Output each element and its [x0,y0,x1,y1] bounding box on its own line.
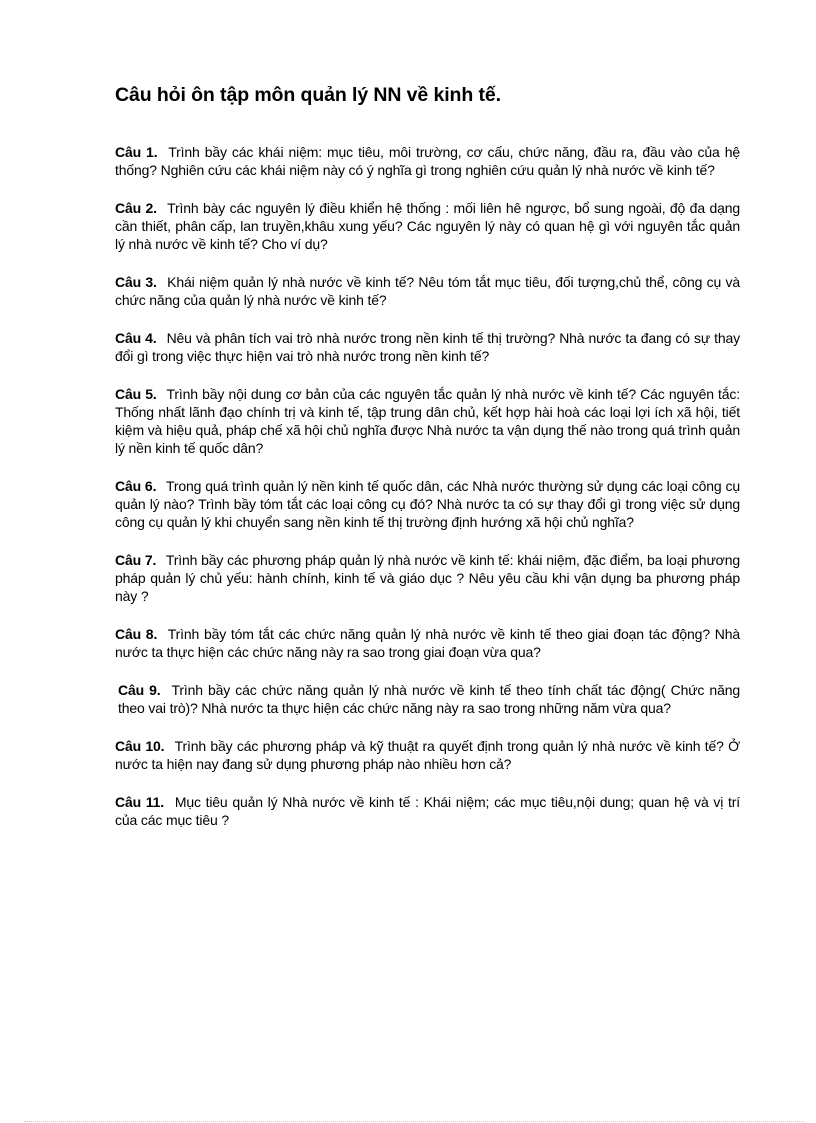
question-item [115,329,740,365]
question-item [115,681,740,717]
question-label: Câu 11. [115,794,165,810]
question-text: Trình bầy các chức năng quản lý nhà nước về kinh tế theo tính chất tác động( Chức năng theo vai trò)? Nhà nước ta thực hiện các chức năng này ra sao trong những năm vừa qua? [118,682,740,716]
page-title: Câu hỏi ôn tập môn quản lý NN về kinh tế. [115,84,501,106]
question-label: Câu 3. [115,274,157,290]
question-label: Câu 5. [115,386,157,402]
question-item [115,793,740,829]
question-label: Câu 8. [115,626,158,642]
question-list [115,143,740,849]
question-label: Câu 9. [118,682,161,698]
question-text: Mục tiêu quản lý Nhà nước về kinh tế : Khái niệm; các mục tiêu,nội dung; quan hệ và vị trí của các mục tiêu ? [115,794,740,828]
question-item [115,625,740,661]
question-text: Trình bầy các phương pháp quản lý nhà nước về kinh tế: khái niệm, đặc điểm, ba loại phương pháp quản lý chủ yếu: hành chính, kinh tế và giáo dục ? Nêu yêu cầu khi vận dụng ba phương pháp này ? [115,552,740,604]
question-item [115,199,740,253]
question-text: Trình bầy nội dung cơ bản của các nguyên tắc quản lý nhà nước về kinh tế? Các nguyên tắc: Thống nhất lãnh đạo chính trị và kinh tế, tập trung dân chủ, kết hợp hài hoà các loại lợi ích xã hội, tiết kiệm và hiệu quả, pháp chế xã hội chủ nghĩa được Nhà nước ta vận dụng thế nào trong quá trình quản lý nền kinh tế quốc dân? [115,386,741,456]
question-text: Trình bầy tóm tắt các chức năng quản lý nhà nước về kinh tế theo giai đoạn tác động? Nhà nước ta thực hiện các chức năng này ra sao trong giai đoạn vừa qua? [115,626,740,660]
question-item [115,273,740,309]
question-text: Trong quá trình quản lý nền kinh tế quốc dân, các Nhà nước thường sử dụng các loại công cụ quản lý nào? Trình bầy tóm tắt các loại công cụ đó? Nhà nước ta có sự thay đổi gì trong việc sử dụng công cụ quản lý khi chuyển sang nền kinh tế thị trường định hướng xã hội chủ nghĩa? [115,478,740,530]
question-item [115,143,740,179]
question-text: Trình bầy các khái niệm: mục tiêu, môi trường, cơ cấu, chức năng, đầu ra, đầu vào của hệ thống? Nghiên cứu các khái niệm này có ý nghĩa gì trong nghiên cứu quản lý nhà nước về kinh tế? [115,144,740,178]
question-label: Câu 6. [115,478,157,494]
question-text: Trình bầy các phương pháp và kỹ thuật ra quyết định trong quản lý nhà nước về kinh tế? Ở nước ta hiện nay đang sử dụng phương pháp nào nhiều hơn cả? [115,738,741,772]
question-label: Câu 4. [115,330,157,346]
question-item [115,737,740,773]
question-item [115,385,740,457]
question-label: Câu 2. [115,200,157,216]
question-item [115,477,740,531]
question-text: Khái niệm quản lý nhà nước về kinh tế? Nêu tóm tắt mục tiêu, đối tượng,chủ thể, công cụ và chức năng của quản lý nhà nước về kinh tế? [115,274,740,308]
question-label: Câu 7. [115,552,157,568]
question-text: Nêu và phân tích vai trò nhà nước trong nền kinh tế thị trường? Nhà nước ta đang có sự thay đổi gì trong việc thực hiện vai trò nhà nước trong nền kinh tế? [115,330,741,364]
question-text: Trình bày các nguyên lý điều khiển hệ thống : mối liên hê ngược, bổ sung ngoài, độ đa dạng cần thiết, phân cấp, lan truyền,khâu xung yếu? Các nguyên lý này có quan hệ gì với nguyên tắc quản lý nhà nước về kinh tế? Cho ví dụ? [115,200,740,252]
question-item [115,551,740,605]
question-label: Câu 1. [115,144,158,160]
page-bottom-divider [24,1121,804,1122]
question-label: Câu 10. [115,738,165,754]
